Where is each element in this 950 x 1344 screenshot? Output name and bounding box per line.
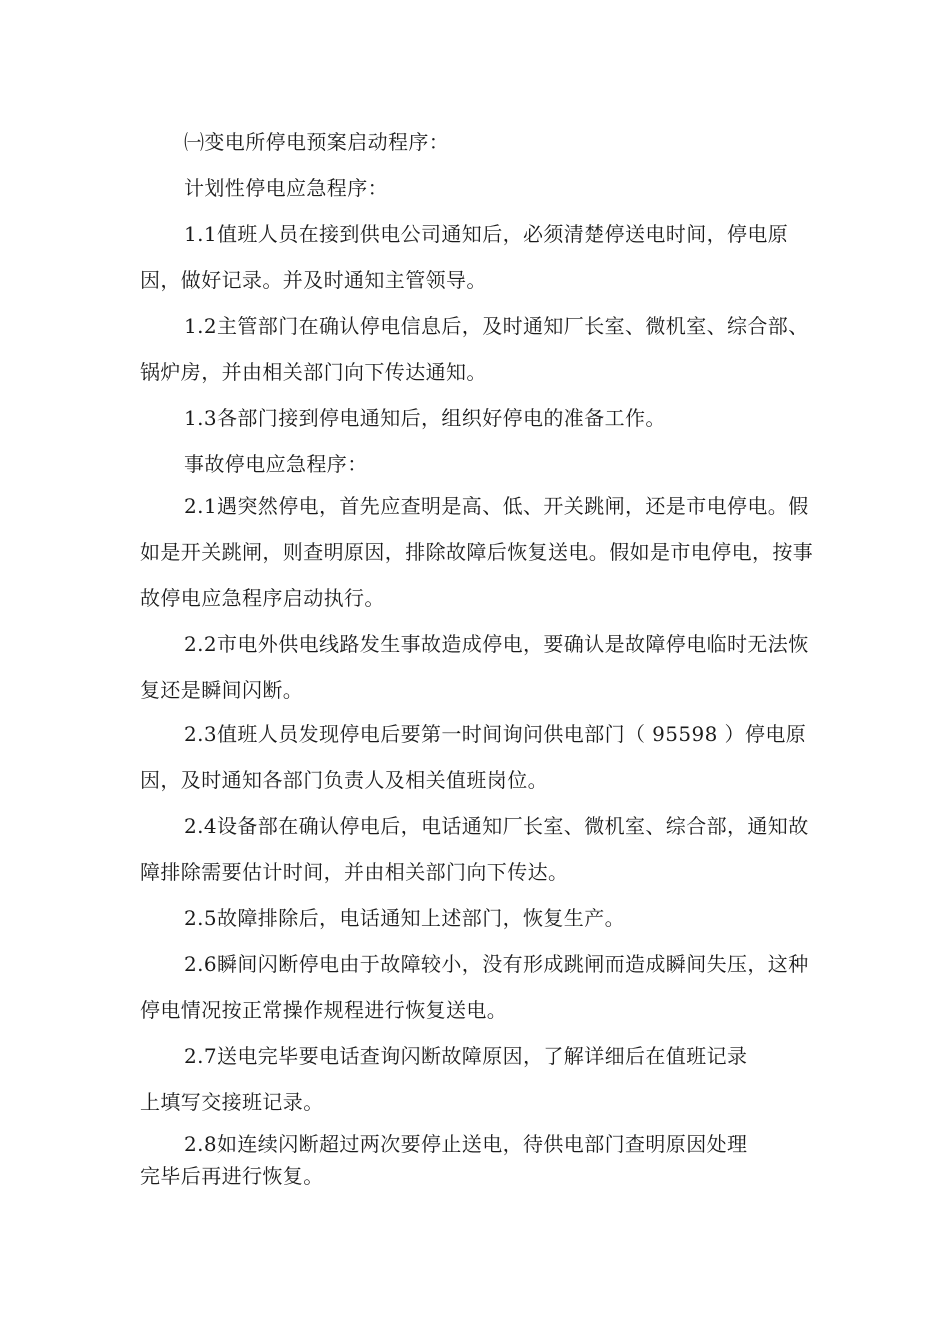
subheading-accident-outage: 事故停电应急程序： bbox=[184, 452, 368, 476]
paragraph-2-2-line-1: 2.2市电外供电线路发生事故造成停电，要确认是故障停电临时无法恢 bbox=[184, 632, 809, 656]
paragraph-2-7-line-2: 上填写交接班记录。 bbox=[140, 1090, 324, 1114]
paragraph-1-2-line-2: 锅炉房，并由相关部门向下传达通知。 bbox=[140, 360, 487, 384]
paragraph-2-3-line-2: 因，及时通知各部门负责人及相关值班岗位。 bbox=[140, 768, 548, 792]
paragraph-2-1-line-1: 2.1遇突然停电，首先应查明是高、低、开关跳闸，还是市电停电。假 bbox=[184, 494, 809, 518]
paragraph-1-2-line-1: 1.2主管部门在确认停电信息后，及时通知厂长室、微机室、综合部、 bbox=[184, 314, 809, 338]
subheading-planned-outage: 计划性停电应急程序： bbox=[184, 176, 388, 200]
paragraph-1-3: 1.3各部门接到停电通知后，组织好停电的准备工作。 bbox=[184, 406, 666, 430]
paragraph-2-6-line-2: 停电情况按正常操作规程进行恢复送电。 bbox=[140, 998, 508, 1022]
paragraph-2-3-line-1: 2.3值班人员发现停电后要第一时间询问供电部门（ 95598 ）停电原 bbox=[184, 722, 807, 746]
paragraph-2-8-line-1: 2.8如连续闪断超过两次要停止送电，待供电部门查明原因处理 bbox=[184, 1132, 748, 1156]
paragraph-2-4-line-2: 障排除需要估计时间，并由相关部门向下传达。 bbox=[140, 860, 569, 884]
paragraph-2-5: 2.5故障排除后，电话通知上述部门，恢复生产。 bbox=[184, 906, 626, 930]
paragraph-2-8-line-2: 完毕后再进行恢复。 bbox=[140, 1164, 324, 1188]
paragraph-2-2-line-2: 复还是瞬间闪断。 bbox=[140, 678, 304, 702]
paragraph-2-7-line-1: 2.7送电完毕要电话查询闪断故障原因，了解详细后在值班记录 bbox=[184, 1044, 748, 1068]
paragraph-2-6-line-1: 2.6瞬间闪断停电由于故障较小，没有形成跳闸而造成瞬间失压，这种 bbox=[184, 952, 809, 976]
section-heading: ㈠变电所停电预案启动程序： bbox=[184, 130, 450, 154]
paragraph-2-1-line-3: 故停电应急程序启动执行。 bbox=[140, 586, 385, 610]
paragraph-1-1-line-1: 1.1值班人员在接到供电公司通知后，必须清楚停送电时间，停电原 bbox=[184, 222, 789, 246]
paragraph-2-1-line-2: 如是开关跳闸，则查明原因，排除故障后恢复送电。假如是市电停电，按事 bbox=[140, 540, 814, 564]
paragraph-2-4-line-1: 2.4设备部在确认停电后，电话通知厂长室、微机室、综合部，通知故 bbox=[184, 814, 809, 838]
paragraph-1-1-line-2: 因，做好记录。并及时通知主管领导。 bbox=[140, 268, 487, 292]
